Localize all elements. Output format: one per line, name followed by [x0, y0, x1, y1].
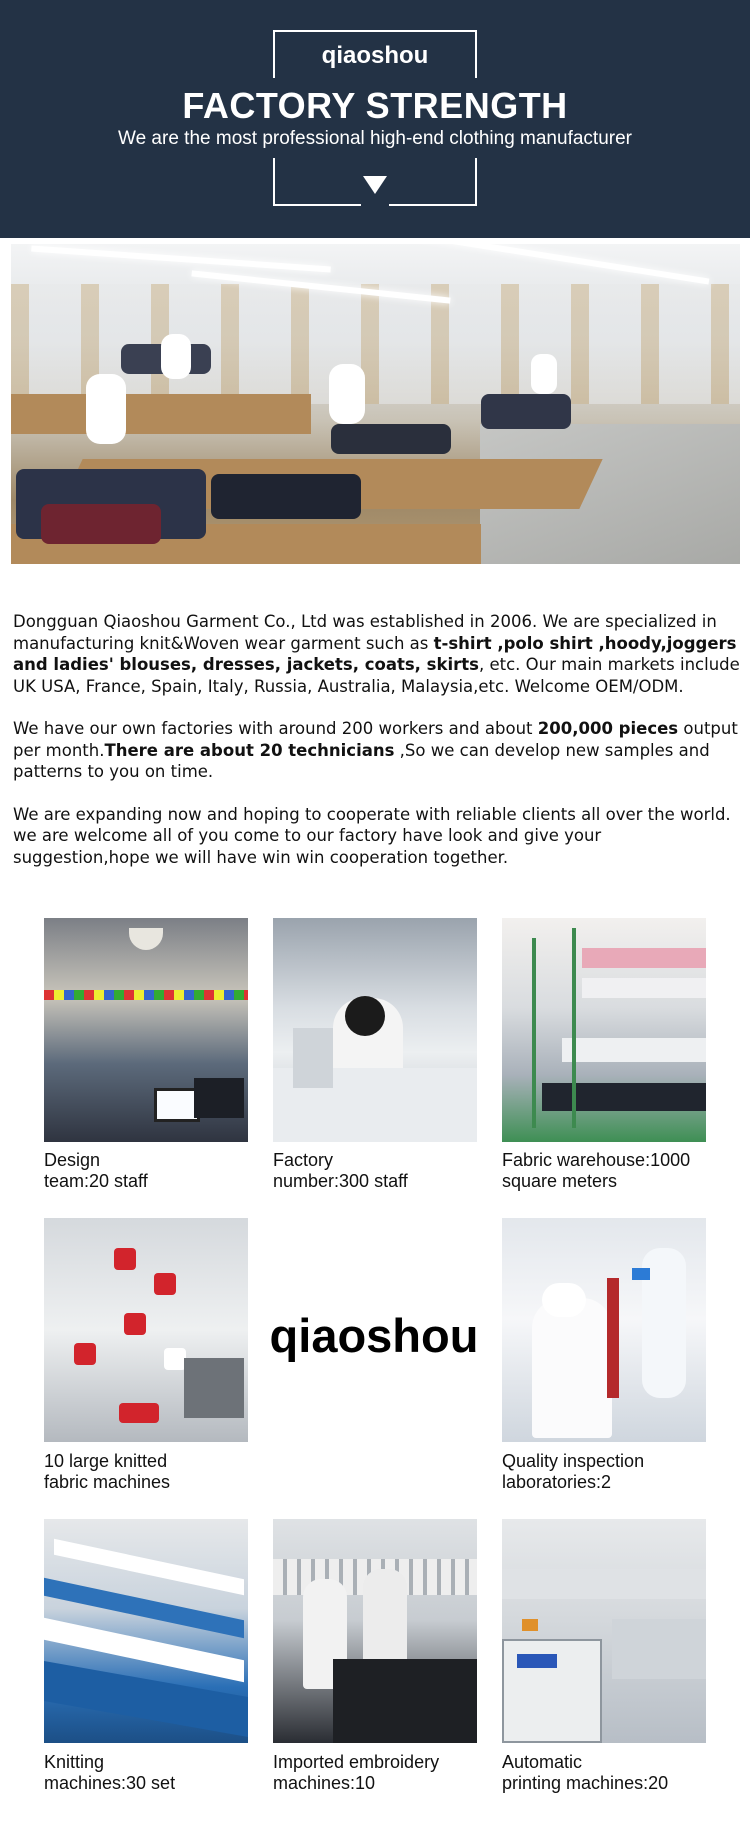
printing-machines-photo — [502, 1519, 706, 1743]
frame-bottom-left-decoration — [273, 158, 361, 206]
caption-fabric-warehouse: Fabric warehouse:1000 square meters — [502, 1150, 691, 1191]
banner-brand: qiaoshou — [321, 42, 429, 69]
banner-subtitle: We are the most professional high-end clothing manufacturer — [118, 128, 632, 149]
fabric-warehouse-photo — [502, 918, 706, 1142]
caption-printing-machines: Automatic printing machines:20 — [502, 1752, 669, 1793]
quality-lab-photo — [502, 1218, 706, 1442]
factory-staff-photo — [273, 918, 477, 1142]
header-banner — [0, 0, 750, 238]
gallery-brand: qiaoshou — [269, 1309, 479, 1362]
design-team-photo — [44, 918, 248, 1142]
factory-floor-photo — [11, 244, 740, 564]
caption-knitting-machines: Knitting machines:30 set — [44, 1752, 176, 1793]
knitted-machines-photo — [44, 1218, 248, 1442]
embroidery-machines-photo — [273, 1519, 477, 1743]
caption-quality-lab: Quality inspection laboratories:2 — [502, 1451, 645, 1492]
company-intro — [13, 611, 743, 889]
frame-bottom-right-decoration — [389, 158, 477, 206]
intro-paragraph-1: Dongguan Qiaoshou Garment Co., Ltd was established in 2006. We are specialized in manufacturing knit&Woven wear garment such as t-shirt ,polo shirt ,hoody,joggers and ladies' blouses, dresses, jackets, coats, skirts, etc. Our main markets include UK USA, France, Spain, Italy, Russia, Australia, Malaysia,etc. Welcome OEM/ODM. — [13, 612, 740, 696]
banner-title: FACTORY STRENGTH — [182, 85, 568, 126]
knitting-machines-photo — [44, 1519, 248, 1743]
caption-factory-staff: Factory number:300 staff — [273, 1150, 408, 1191]
caption-embroidery-machines: Imported embroidery machines:10 — [273, 1752, 440, 1793]
intro-paragraph-2: We have our own factories with around 200 workers and about 200,000 pieces output per month.There are about 20 technicians ,So we can develop new samples and patterns to you on time. — [13, 719, 738, 781]
intro-paragraph-3: We are expanding now and hoping to cooperate with reliable clients all over the world. we are welcome all of you come to our factory have look and give your suggestion,hope we will have win win cooperation together. — [13, 804, 731, 867]
down-arrow-icon — [363, 176, 387, 194]
caption-knitted-machines: 10 large knitted fabric machines — [44, 1451, 171, 1492]
caption-design-team: Design team:20 staff — [44, 1150, 148, 1191]
